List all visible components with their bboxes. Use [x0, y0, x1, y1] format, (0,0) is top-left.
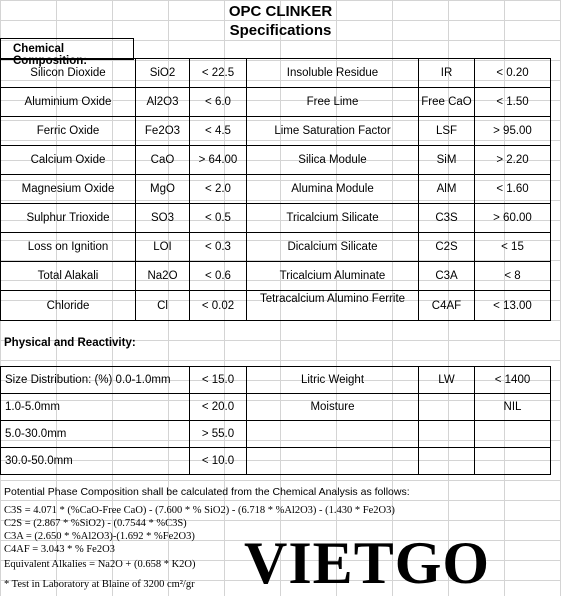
empty-cell [419, 448, 475, 475]
component-formula: LOI [136, 233, 190, 262]
page-title: OPC CLINKER [228, 3, 333, 20]
moisture-code-cell [419, 394, 475, 421]
component-formula: Fe2O3 [136, 117, 190, 146]
empty-cell [247, 421, 419, 448]
parameter-name: Alumina Module [247, 175, 419, 204]
potential-phase-note: Potential Phase Composition shall be calculated from the Chemical Analysis as follows: [4, 486, 410, 498]
parameter-code: Free CaO [419, 88, 475, 117]
moisture-value: NIL [475, 394, 551, 421]
formula-c3a: C3A = (2.650 * %Al2O3)-(1.692 * %Fe2O3) [4, 531, 195, 542]
parameter-name: Silica Module [247, 146, 419, 175]
parameter-name: Dicalcium Silicate [247, 233, 419, 262]
parameter-limit: < 15 [475, 233, 551, 262]
component-formula: MgO [136, 175, 190, 204]
table-row [1, 59, 551, 88]
parameter-name: Insoluble Residue [247, 59, 419, 88]
parameter-name: Tetracalcium Alumino Ferrite [247, 291, 419, 321]
parameter-code: IR [419, 59, 475, 88]
formula-c4af: C4AF = 3.043 * % Fe2O3 [4, 544, 115, 555]
component-name: Calcium Oxide [1, 146, 136, 175]
table-row [1, 367, 551, 394]
parameter-code: SiM [419, 146, 475, 175]
parameter-name: Free Lime [247, 88, 419, 117]
size-range-label: 5.0-30.0mm [1, 421, 190, 448]
table-row [1, 117, 551, 146]
parameter-limit: > 60.00 [475, 204, 551, 233]
formula-c2s: C2S = (2.867 * %SiO2) - (0.7544 * %C3S) [4, 518, 187, 529]
component-name: Sulphur Trioxide [1, 204, 136, 233]
size-range-value: > 55.0 [190, 421, 247, 448]
component-formula: Na2O [136, 262, 190, 291]
parameter-code: C4AF [419, 291, 475, 321]
table-row [1, 233, 551, 262]
size-range-value: < 10.0 [190, 448, 247, 475]
component-formula: SiO2 [136, 59, 190, 88]
table-row [1, 204, 551, 233]
vietgo-watermark-logo: VIETGO [244, 530, 491, 596]
physical-table [0, 366, 551, 475]
parameter-name: Tricalcium Aluminate [247, 262, 419, 291]
table-row [1, 146, 551, 175]
component-limit: < 0.3 [190, 233, 247, 262]
parameter-limit: < 8 [475, 262, 551, 291]
parameter-limit: < 1.60 [475, 175, 551, 204]
size-range-value: < 20.0 [190, 394, 247, 421]
parameter-limit: > 2.20 [475, 146, 551, 175]
empty-cell [247, 448, 419, 475]
empty-cell [419, 421, 475, 448]
component-name: Magnesium Oxide [1, 175, 136, 204]
chemical-heading: Chemical Composition: [13, 43, 88, 67]
parameter-code: C2S [419, 233, 475, 262]
table-row [1, 394, 551, 421]
table-row [1, 262, 551, 291]
component-formula: SO3 [136, 204, 190, 233]
component-limit: < 4.5 [190, 117, 247, 146]
formula-equivalent-alkalies: Equivalent Alkalies = Na2O + (0.658 * K2O) [4, 559, 196, 570]
page-subtitle: Specifications [229, 22, 332, 39]
size-distribution-label: Size Distribution: (%) 0.0-1.0mm [1, 367, 190, 394]
parameter-code: C3A [419, 262, 475, 291]
component-limit: < 0.5 [190, 204, 247, 233]
parameter-limit: < 1.50 [475, 88, 551, 117]
size-range-label: 1.0-5.0mm [1, 394, 190, 421]
chemical-heading-cell [0, 38, 134, 67]
empty-cell [475, 448, 551, 475]
blaine-test-note: * Test in Laboratory at Blaine of 3200 cm²/gr [4, 579, 195, 590]
parameter-name: Lime Saturation Factor [247, 117, 419, 146]
component-limit: < 6.0 [190, 88, 247, 117]
component-name: Loss on Ignition [1, 233, 136, 262]
component-formula: Cl [136, 291, 190, 321]
component-name: Silicon Dioxide [1, 59, 136, 88]
table-row [1, 175, 551, 204]
component-limit: > 64.00 [190, 146, 247, 175]
parameter-code: AlM [419, 175, 475, 204]
chemical-table [0, 58, 551, 321]
component-formula: Al2O3 [136, 88, 190, 117]
component-name: Ferric Oxide [1, 117, 136, 146]
component-limit: < 0.6 [190, 262, 247, 291]
table-row [1, 421, 551, 448]
component-name: Chloride [1, 291, 136, 321]
parameter-code: LSF [419, 117, 475, 146]
physical-heading: Physical and Reactivity: [4, 337, 136, 349]
litric-weight-label: Litric Weight [247, 367, 419, 394]
parameter-limit: > 95.00 [475, 117, 551, 146]
litric-weight-value: < 1400 [475, 367, 551, 394]
parameter-limit: < 13.00 [475, 291, 551, 321]
empty-cell [475, 421, 551, 448]
component-limit: < 22.5 [190, 59, 247, 88]
table-row [1, 448, 551, 475]
component-name: Aluminium Oxide [1, 88, 136, 117]
parameter-limit: < 0.20 [475, 59, 551, 88]
component-name: Total Alakali [1, 262, 136, 291]
table-row [1, 88, 551, 117]
size-distribution-value: < 15.0 [190, 367, 247, 394]
component-limit: < 2.0 [190, 175, 247, 204]
parameter-code: C3S [419, 204, 475, 233]
table-row [1, 291, 551, 321]
moisture-label: Moisture [247, 394, 419, 421]
parameter-name: Tricalcium Silicate [247, 204, 419, 233]
formula-c3s: C3S = 4.071 * (%CaO-Free CaO) - (7.600 * % SiO2) - (6.718 * %Al2O3) - (1.430 * Fe2O3) [4, 505, 395, 516]
litric-weight-code: LW [419, 367, 475, 394]
size-range-label: 30.0-50.0mm [1, 448, 190, 475]
component-formula: CaO [136, 146, 190, 175]
component-limit: < 0.02 [190, 291, 247, 321]
